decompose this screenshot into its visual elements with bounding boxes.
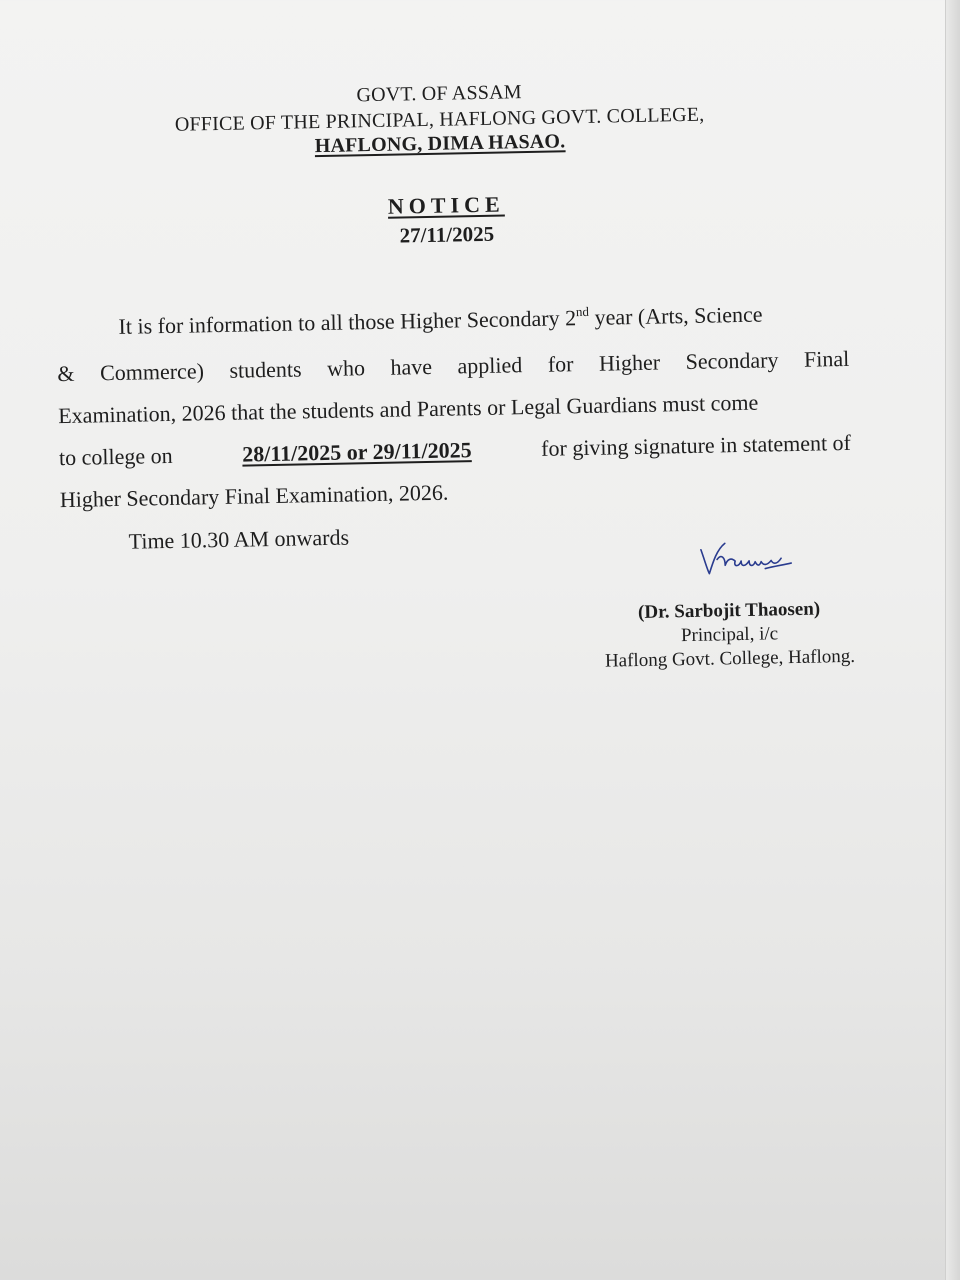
body-line-5: Higher Secondary Final Examination, 2026. <box>59 479 449 513</box>
body-word: & <box>57 360 75 387</box>
body-word: who <box>326 355 366 381</box>
handwritten-signature <box>695 534 796 580</box>
body-line-4-a: to college on <box>58 442 173 471</box>
body-line-2 <box>57 345 849 388</box>
ordinal-suffix: nd <box>575 303 590 320</box>
body-word: for <box>547 351 574 377</box>
header-location-text: HAFLONG, DIMA HASAO. <box>314 130 566 158</box>
time-line: Time 10.30 AM onwards <box>128 524 350 554</box>
header-office: OFFICE OF THE PRINCIPAL, HAFLONG GOVT. COLLEGE, <box>174 103 705 136</box>
body-word: students <box>229 356 302 383</box>
exam-signature-dates: 28/11/2025 or 29/11/2025 <box>241 437 472 467</box>
notice-date: 27/11/2025 <box>399 221 495 248</box>
signatory-institution: Haflong Govt. College, Haflong. <box>604 645 856 672</box>
body-line-4-b: for giving signature in statement of <box>540 429 852 461</box>
notice-title-text: NOTICE <box>387 191 505 219</box>
body-word: Higher <box>598 349 661 376</box>
signatory-designation: Principal, i/c <box>680 623 779 647</box>
body-line-4 <box>59 429 851 472</box>
body-word: have <box>390 353 433 380</box>
signatory-name: (Dr. Sarbojit Thaosen) <box>637 598 821 624</box>
body-line-1-b: year (Arts, Science <box>588 301 763 330</box>
body-line-1 <box>118 299 848 341</box>
body-line-3: Examination, 2026 that the students and Parents or Legal Guardians must come <box>57 389 759 429</box>
body-word: applied <box>457 352 523 379</box>
body-line-1-a: It is for information to all those Higher Secondary 2 <box>118 305 577 339</box>
body-word: Commerce) <box>99 358 205 386</box>
header-govt: GOVT. OF ASSAM <box>356 81 522 107</box>
body-word: Final <box>803 345 850 372</box>
body-word: Secondary <box>685 347 779 375</box>
